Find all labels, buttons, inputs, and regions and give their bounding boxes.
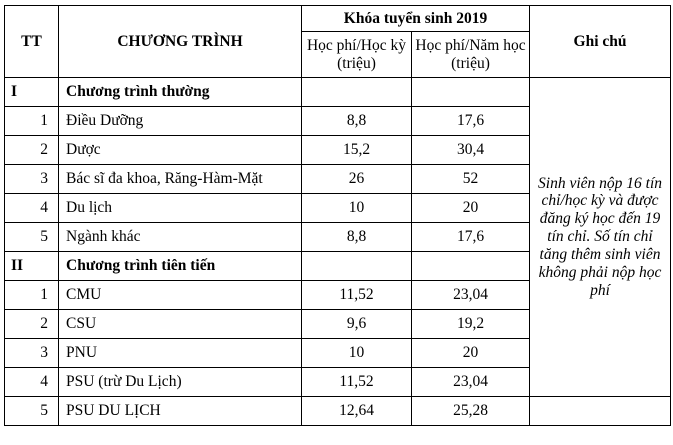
fee-year: 23,04 xyxy=(412,368,530,397)
row-number: 4 xyxy=(5,368,59,397)
section-title: Chương trình thường xyxy=(59,78,302,107)
fee-semester: 10 xyxy=(302,194,412,223)
note-cell: Sinh viên nộp 16 tín chỉ/học kỳ và được đăng ký học đến 19 tín chỉ. Số tín chỉ tăng thêm sinh viên không phải nộp học phí xyxy=(530,78,671,397)
program-name: Dược xyxy=(59,136,302,165)
fee-year: 30,4 xyxy=(412,136,530,165)
fee-year: 20 xyxy=(412,194,530,223)
fee-year: 17,6 xyxy=(412,107,530,136)
header-note: Ghi chú xyxy=(530,6,671,78)
fee-year: 52 xyxy=(412,165,530,194)
row-number: 2 xyxy=(5,310,59,339)
program-name: PSU (trừ Du Lịch) xyxy=(59,368,302,397)
header-enrollment: Khóa tuyển sinh 2019 xyxy=(302,6,530,32)
program-name: Ngành khác xyxy=(59,223,302,252)
fee-semester: 12,64 xyxy=(302,397,412,426)
fee-semester: 15,2 xyxy=(302,136,412,165)
fee-year: 17,6 xyxy=(412,223,530,252)
program-name: PNU xyxy=(59,339,302,368)
section-number: I xyxy=(5,78,59,107)
program-name: Bác sĩ đa khoa, Răng-Hàm-Mặt xyxy=(59,165,302,194)
fee-semester: 11,52 xyxy=(302,368,412,397)
header-fee-year: Học phí/Năm học (triệu) xyxy=(412,32,530,78)
row-number: 1 xyxy=(5,281,59,310)
fee-semester: 9,6 xyxy=(302,310,412,339)
program-name: PSU DU LỊCH xyxy=(59,397,302,426)
fee-semester: 11,52 xyxy=(302,281,412,310)
program-name: CSU xyxy=(59,310,302,339)
fee-semester: 26 xyxy=(302,165,412,194)
row-number: 2 xyxy=(5,136,59,165)
section-row xyxy=(5,78,671,107)
tuition-fee-table xyxy=(4,5,671,426)
row-number: 1 xyxy=(5,107,59,136)
section-number: II xyxy=(5,252,59,281)
fee-year: 25,28 xyxy=(412,397,530,426)
row-number: 5 xyxy=(5,397,59,426)
row-number: 3 xyxy=(5,165,59,194)
fee-year: 23,04 xyxy=(412,281,530,310)
program-name: Điều Dưỡng xyxy=(59,107,302,136)
header-fee-semester: Học phí/Học kỳ (triệu) xyxy=(302,32,412,78)
header-program: CHƯƠNG TRÌNH xyxy=(59,6,302,78)
program-name: Du lịch xyxy=(59,194,302,223)
table-row xyxy=(5,397,671,426)
fee-semester: 8,8 xyxy=(302,223,412,252)
fee-semester: 10 xyxy=(302,339,412,368)
header-tt: TT xyxy=(5,6,59,78)
fee-year: 20 xyxy=(412,339,530,368)
row-number: 4 xyxy=(5,194,59,223)
fee-semester: 8,8 xyxy=(302,107,412,136)
program-name: CMU xyxy=(59,281,302,310)
fee-year: 19,2 xyxy=(412,310,530,339)
row-number: 5 xyxy=(5,223,59,252)
section-title: Chương trình tiên tiến xyxy=(59,252,302,281)
row-number: 3 xyxy=(5,339,59,368)
